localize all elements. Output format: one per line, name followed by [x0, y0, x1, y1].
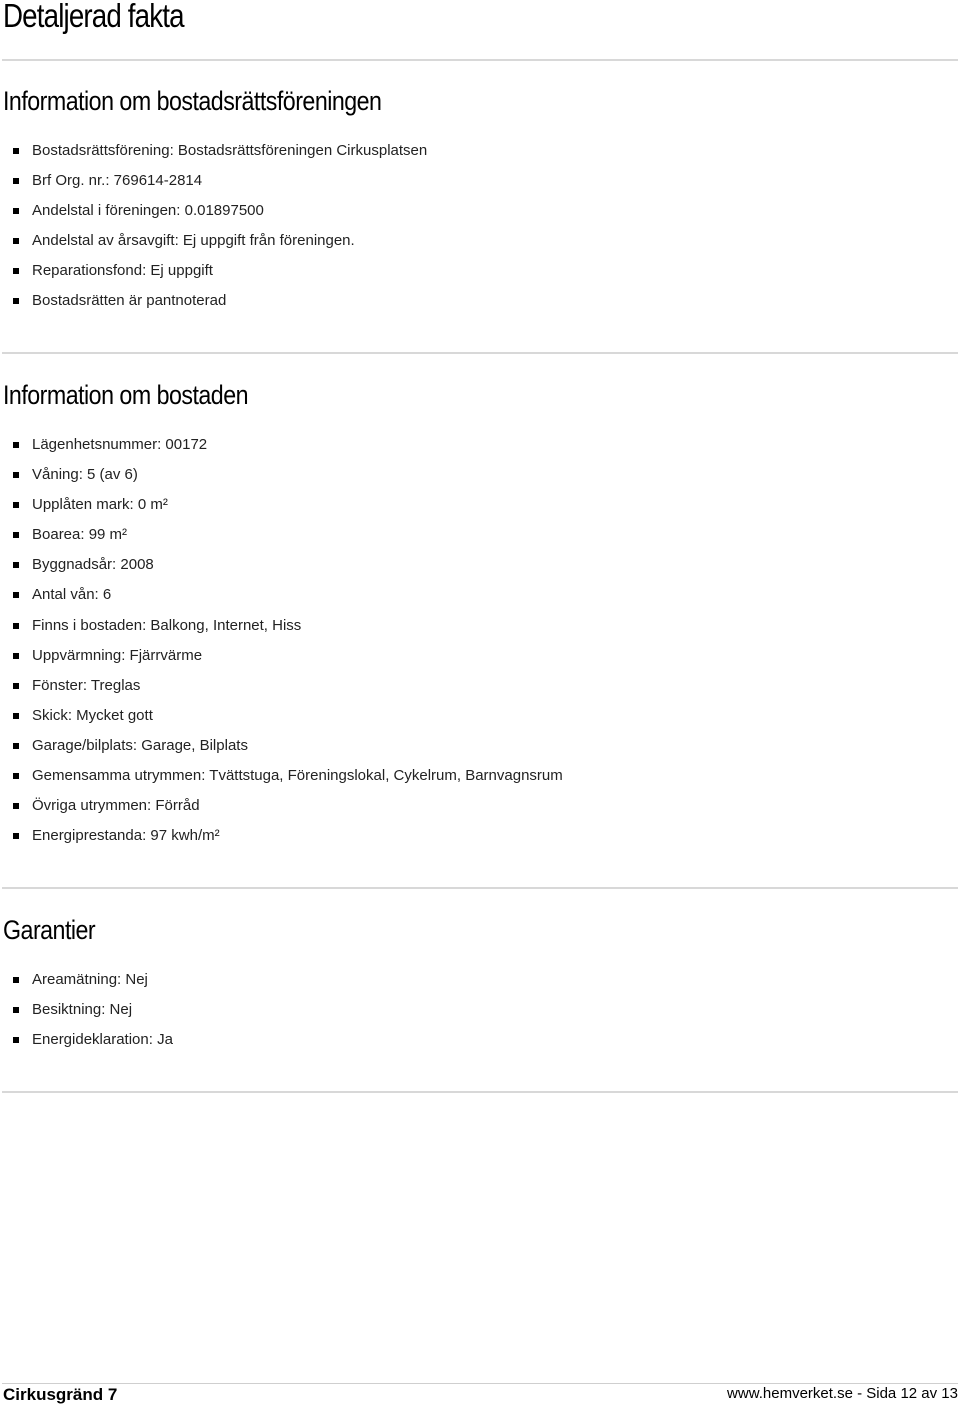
list-item — [0, 731, 563, 761]
bullet-icon — [13, 833, 19, 839]
fact-text: Övriga utrymmen: Förråd — [32, 797, 200, 815]
list-item — [0, 430, 563, 460]
bullet-icon — [13, 502, 19, 508]
apartment-fact-list — [0, 430, 563, 851]
section-heading-apartment: Information om bostaden — [3, 380, 248, 410]
footer-page-info: www.hemverket.se - Sida 12 av 13 — [727, 1385, 958, 1402]
fact-text: Byggnadsår: 2008 — [32, 556, 154, 574]
list-item — [0, 821, 563, 851]
list-item — [0, 520, 563, 550]
bullet-icon — [13, 683, 19, 689]
footer-address: Cirkusgränd 7 — [3, 1385, 118, 1404]
fact-text: Boarea: 99 m² — [32, 526, 128, 544]
fact-text: Reparationsfond: Ej uppgift — [32, 262, 213, 280]
divider — [2, 352, 958, 354]
list-item — [0, 611, 563, 641]
bullet-icon — [13, 623, 19, 629]
list-item — [0, 256, 427, 286]
list-item — [0, 965, 173, 995]
fact-text: Fönster: Treglas — [32, 676, 141, 694]
list-item — [0, 166, 427, 196]
list-item — [0, 701, 563, 731]
fact-text: Brf Org. nr.: 769614-2814 — [32, 172, 203, 190]
fact-text: Energiprestanda: 97 kwh/m² — [32, 827, 220, 845]
section-heading-guarantees: Garantier — [3, 915, 96, 945]
bullet-icon — [13, 472, 19, 478]
bullet-icon — [13, 148, 19, 154]
list-item — [0, 136, 427, 166]
divider — [2, 1091, 958, 1093]
list-item — [0, 580, 563, 610]
page-title: Detaljerad fakta — [3, 0, 184, 34]
divider — [2, 887, 958, 889]
list-item — [0, 490, 563, 520]
bullet-icon — [13, 1007, 19, 1013]
fact-text: Våning: 5 (av 6) — [32, 466, 138, 484]
fact-text: Upplåten mark: 0 m² — [32, 496, 168, 514]
list-item — [0, 196, 427, 226]
bullet-icon — [13, 743, 19, 749]
fact-text: Andelstal i föreningen: 0.01897500 — [32, 202, 264, 220]
association-fact-list — [0, 136, 427, 317]
bullet-icon — [13, 532, 19, 538]
list-item — [0, 791, 563, 821]
fact-text: Besiktning: Nej — [32, 1001, 133, 1019]
fact-text: Finns i bostaden: Balkong, Internet, Hiss — [32, 616, 302, 634]
fact-text: Bostadsrätten är pantnoterad — [32, 292, 227, 310]
bullet-icon — [13, 208, 19, 214]
fact-text: Energideklaration: Ja — [32, 1031, 173, 1049]
bullet-icon — [13, 238, 19, 244]
bullet-icon — [13, 773, 19, 779]
bullet-icon — [13, 1037, 19, 1043]
bullet-icon — [13, 178, 19, 184]
list-item — [0, 226, 427, 256]
fact-text: Antal vån: 6 — [32, 586, 112, 604]
list-item — [0, 460, 563, 490]
list-item — [0, 671, 563, 701]
list-item — [0, 641, 563, 671]
bullet-icon — [13, 442, 19, 448]
fact-text: Uppvärmning: Fjärrvärme — [32, 646, 203, 664]
bullet-icon — [13, 298, 19, 304]
bullet-icon — [13, 562, 19, 568]
bullet-icon — [13, 653, 19, 659]
list-item — [0, 550, 563, 580]
fact-text: Garage/bilplats: Garage, Bilplats — [32, 736, 248, 754]
section-heading-association: Information om bostadsrättsföreningen — [3, 86, 382, 116]
fact-text: Gemensamma utrymmen: Tvättstuga, Föreningslokal, Cykelrum, Barnvagnsrum — [32, 767, 563, 785]
list-item — [0, 1025, 173, 1055]
list-item — [0, 995, 173, 1025]
bullet-icon — [13, 592, 19, 598]
bullet-icon — [13, 803, 19, 809]
fact-text: Areamätning: Nej — [32, 971, 148, 988]
list-item — [0, 761, 563, 791]
bullet-icon — [13, 977, 19, 983]
list-item — [0, 286, 427, 316]
bullet-icon — [13, 713, 19, 719]
fact-text: Bostadsrättsförening: Bostadsrättsföreningen Cirkusplatsen — [32, 142, 428, 159]
divider — [2, 59, 958, 61]
fact-text: Lägenhetsnummer: 00172 — [32, 436, 208, 453]
fact-text: Andelstal av årsavgift: Ej uppgift från föreningen. — [32, 232, 355, 250]
bullet-icon — [13, 268, 19, 274]
fact-text: Skick: Mycket gott — [32, 706, 153, 724]
guarantees-fact-list — [0, 965, 173, 1055]
